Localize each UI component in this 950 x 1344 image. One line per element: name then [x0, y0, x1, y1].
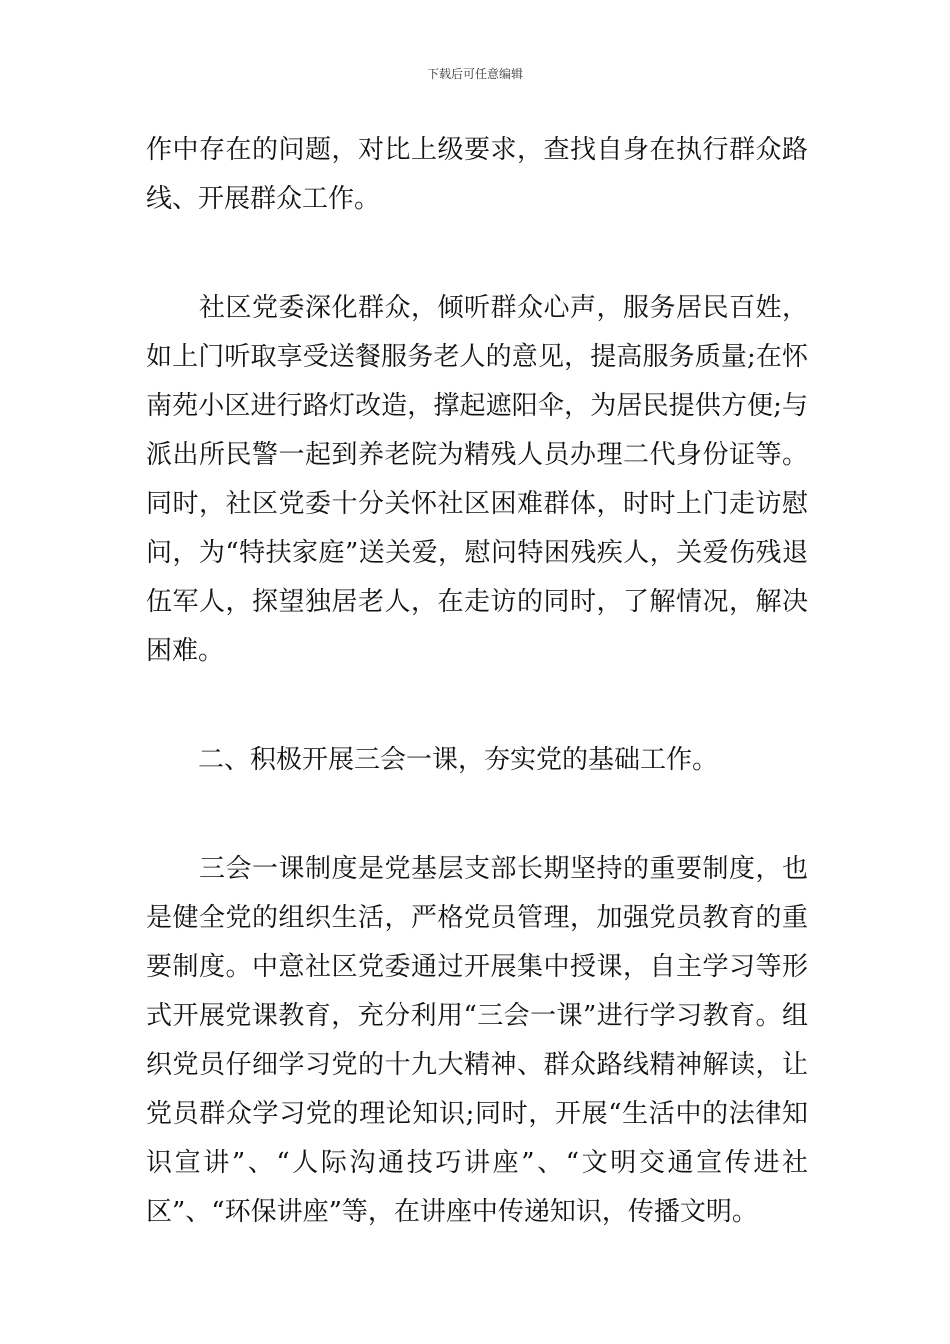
- page-header: 下载后可任意编辑: [426, 67, 523, 81]
- paragraph-3: 三会一课制度是党基层支部长期坚持的重要制度，也是健全党的组织生活，严格党员管理，加强党员教育的重要制度。中意社区党委通过开展集中授课，自主学习等形式开展党课教育，充分利用“三会一课”进行学习教育。组织党员仔细学习党的十九大精神、群众路线精神解读，让党员群众学习党的理论知识;同时，开展“生活中的法律知识宣讲”、“人际沟通技巧讲座”、“文明交通宣传进社区”、“环保讲座”等，在讲座中传递知识，传播文明。: [146, 854, 808, 1227]
- document-body: [146, 126, 808, 1237]
- paragraph-spacer: [146, 224, 808, 284]
- paragraph-2: 社区党委深化群众，倾听群众心声，服务居民百姓，如上门听取享受送餐服务老人的意见，提高服务质量;在怀南苑小区进行路灯改造，撑起遮阳伞，为居民提供方便;与派出所民警一起到养老院为精残人员办理二代身份证等。同时，社区党委十分关怀社区困难群体，时时上门走访慰问，为“特扶家庭”送关爱，慰问特困残疾人，关爱伤残退伍军人，探望独居老人，在走访的同时，了解情况，解决困难。: [146, 293, 808, 666]
- paragraph-spacer: [146, 785, 808, 845]
- paragraph-1: 作中存在的问题，对比上级要求，查找自身在执行群众路线、开展群众工作。: [146, 135, 808, 214]
- section-heading: 二、积极开展三会一课，夯实党的基础工作。: [146, 745, 719, 775]
- paragraph-spacer: [146, 676, 808, 736]
